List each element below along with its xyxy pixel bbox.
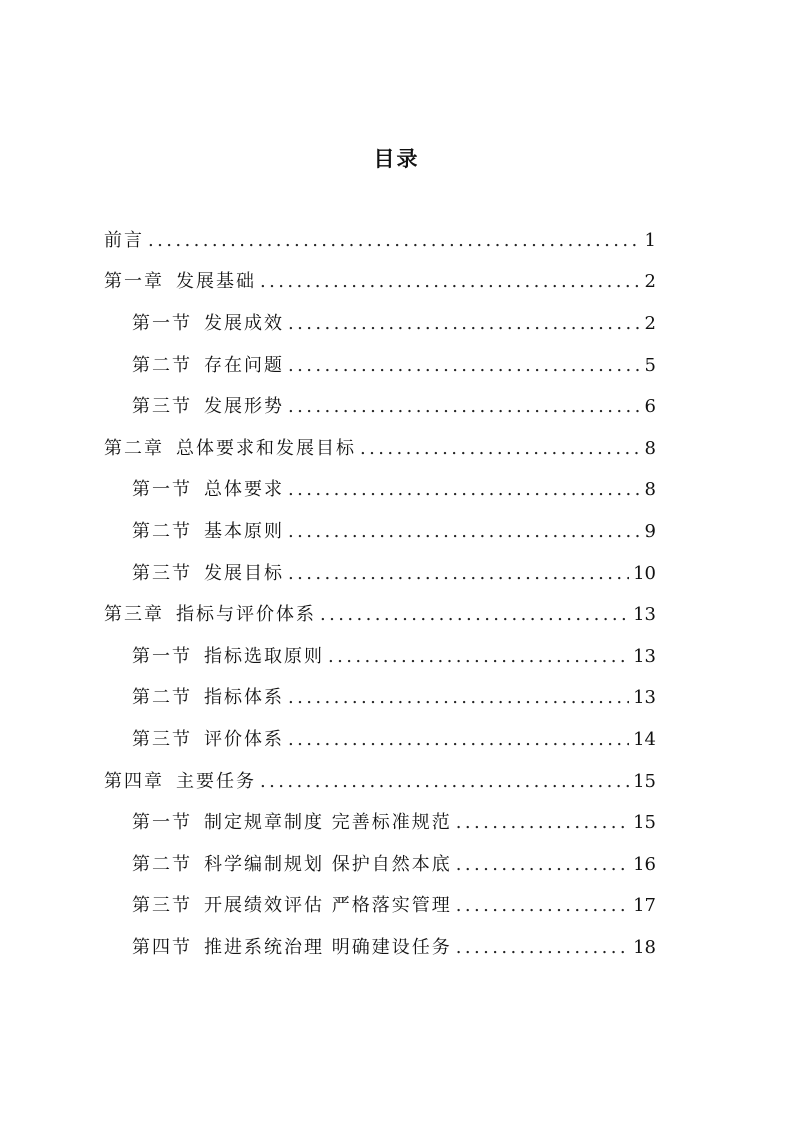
toc-entry-label [132, 645, 324, 669]
toc-chapter-entry[interactable] [104, 594, 656, 636]
toc-entry-text: 前言 [104, 229, 144, 251]
toc-page-number: 5 [644, 354, 656, 376]
dot-leader [456, 936, 629, 960]
dot-leader [288, 312, 641, 336]
toc-entry-number: 第二节 [132, 354, 192, 376]
toc-entry-text: 指标与评价体系 [176, 604, 316, 626]
toc-section-entry[interactable] [104, 927, 656, 969]
toc-entry-number: 第三节 [132, 396, 192, 418]
toc-page-number: 13 [633, 604, 656, 626]
toc-entry-label [132, 520, 284, 544]
toc-entry-number: 第一节 [132, 479, 192, 501]
toc-section-entry[interactable] [104, 886, 656, 928]
toc-entry-number: 第二章 [104, 437, 164, 459]
toc-entry-number: 第二节 [132, 853, 192, 875]
toc-page-number: 8 [644, 437, 656, 459]
toc-entry-text: 发展目标 [204, 562, 284, 584]
toc-chapter-entry[interactable] [104, 262, 656, 304]
toc-section-entry[interactable] [104, 345, 656, 387]
toc-entry-text: 基本原则 [204, 520, 284, 542]
toc-entry-number: 第三节 [132, 728, 192, 750]
toc-section-entry[interactable] [104, 553, 656, 595]
dot-leader [288, 562, 629, 586]
toc-page-number: 17 [633, 895, 656, 917]
toc-section-entry[interactable] [104, 470, 656, 512]
table-of-contents [104, 220, 656, 969]
toc-section-entry[interactable] [104, 844, 656, 886]
toc-section-entry[interactable] [104, 636, 656, 678]
toc-page-number: 13 [633, 645, 656, 667]
toc-entry-label [132, 686, 284, 710]
toc-page-number: 6 [644, 396, 656, 418]
toc-page-number: 9 [644, 520, 656, 542]
dot-leader [288, 478, 641, 502]
toc-entry-text: 指标体系 [204, 687, 284, 709]
toc-section-entry[interactable] [104, 678, 656, 720]
dot-leader [456, 894, 629, 918]
toc-section-entry[interactable] [104, 386, 656, 428]
toc-chapter-entry[interactable] [104, 220, 656, 262]
dot-leader [360, 437, 641, 461]
toc-entry-number: 第一节 [132, 645, 192, 667]
toc-page-number: 2 [644, 271, 656, 293]
toc-entry-number: 第三节 [132, 895, 192, 917]
toc-entry-label [132, 811, 452, 835]
toc-entry-number: 第三节 [132, 562, 192, 584]
dot-leader [320, 603, 629, 627]
toc-entry-text: 评价体系 [204, 728, 284, 750]
toc-entry-label [132, 853, 452, 877]
dot-leader [148, 229, 641, 253]
toc-entry-text: 制定规章制度 完善标准规范 [204, 812, 452, 834]
toc-page-number: 10 [633, 562, 656, 584]
toc-entry-text: 总体要求 [204, 479, 284, 501]
toc-page-number: 13 [633, 687, 656, 709]
dot-leader [288, 728, 629, 752]
dot-leader [456, 811, 629, 835]
toc-page-number: 15 [633, 812, 656, 834]
toc-entry-label [132, 562, 284, 586]
toc-entry-label [104, 770, 256, 794]
dot-leader [288, 520, 641, 544]
toc-entry-number: 第四节 [132, 936, 192, 958]
toc-entry-number: 第一节 [132, 812, 192, 834]
toc-entry-text: 推进系统治理 明确建设任务 [204, 936, 452, 958]
toc-page-number: 14 [633, 728, 656, 750]
dot-leader [288, 354, 641, 378]
toc-entry-text: 总体要求和发展目标 [176, 437, 356, 459]
dot-leader [288, 686, 629, 710]
toc-entry-label [132, 312, 284, 336]
toc-entry-text: 科学编制规划 保护自然本底 [204, 853, 452, 875]
toc-entry-text: 发展成效 [204, 312, 284, 334]
toc-entry-label [104, 229, 144, 253]
toc-entry-text: 指标选取原则 [204, 645, 324, 667]
toc-page-number: 2 [644, 312, 656, 334]
toc-entry-number: 第二节 [132, 687, 192, 709]
toc-entry-label [132, 478, 284, 502]
toc-entry-text: 发展形势 [204, 396, 284, 418]
toc-entry-number: 第四章 [104, 770, 164, 792]
toc-entry-label [132, 936, 452, 960]
toc-entry-label [132, 354, 284, 378]
toc-page-number: 8 [644, 479, 656, 501]
toc-section-entry[interactable] [104, 303, 656, 345]
toc-section-entry[interactable] [104, 719, 656, 761]
toc-entry-text: 存在问题 [204, 354, 284, 376]
dot-leader [260, 770, 629, 794]
dot-leader [260, 270, 641, 294]
toc-entry-number: 第一章 [104, 271, 164, 293]
page-title: 目录 [373, 147, 420, 171]
toc-entry-label [104, 437, 356, 461]
toc-entry-text: 发展基础 [176, 271, 256, 293]
toc-page-number: 18 [633, 936, 656, 958]
toc-entry-label [132, 894, 452, 918]
toc-entry-number: 第二节 [132, 520, 192, 542]
toc-entry-label [104, 603, 316, 627]
toc-entry-number: 第一节 [132, 312, 192, 334]
toc-chapter-entry[interactable] [104, 761, 656, 803]
toc-entry-label [132, 395, 284, 419]
toc-page-number: 15 [633, 770, 656, 792]
toc-chapter-entry[interactable] [104, 428, 656, 470]
toc-entry-label [104, 270, 256, 294]
toc-entry-label [132, 728, 284, 752]
toc-page-number: 1 [644, 229, 656, 251]
toc-section-entry[interactable] [104, 511, 656, 553]
toc-entry-text: 主要任务 [176, 770, 256, 792]
dot-leader [288, 395, 641, 419]
dot-leader [456, 853, 629, 877]
toc-page-number: 16 [633, 853, 656, 875]
toc-section-entry[interactable] [104, 802, 656, 844]
toc-entry-text: 开展绩效评估 严格落实管理 [204, 895, 452, 917]
dot-leader [328, 645, 629, 669]
toc-entry-number: 第三章 [104, 604, 164, 626]
